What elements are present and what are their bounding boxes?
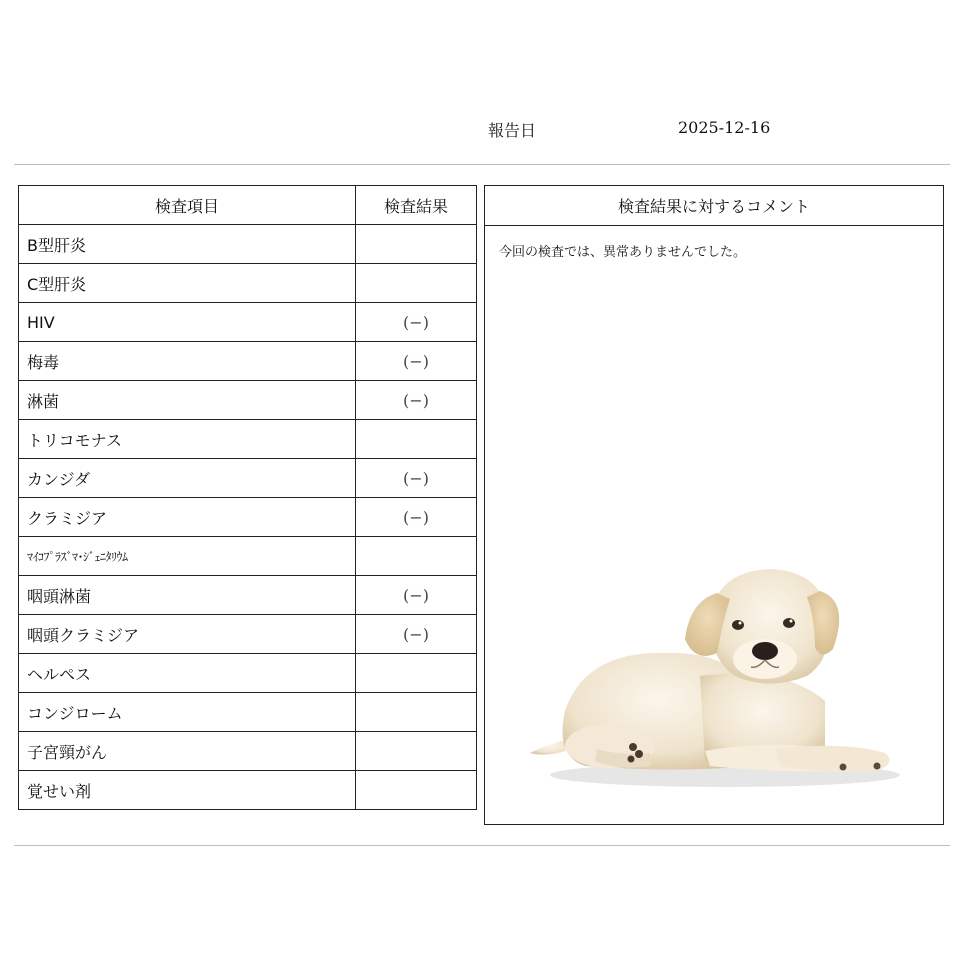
test-item: コンジローム <box>19 693 356 732</box>
table-header-row <box>19 186 477 225</box>
table-row <box>19 498 477 537</box>
table-row <box>19 771 477 810</box>
top-divider <box>14 164 950 165</box>
table-row <box>19 537 477 576</box>
results-table <box>18 185 477 810</box>
table-row <box>19 693 477 732</box>
test-item: カンジダ <box>19 459 356 498</box>
test-item: トリコモナス <box>19 420 356 459</box>
test-result <box>356 693 477 732</box>
table-row <box>19 615 477 654</box>
table-row <box>19 654 477 693</box>
test-item: 咽頭クラミジア <box>19 615 356 654</box>
item-header: 検査項目 <box>19 186 356 225</box>
table-row <box>19 342 477 381</box>
test-item: 淋菌 <box>19 381 356 420</box>
table-row <box>19 576 477 615</box>
report-date-value: 2025-12-16 <box>678 118 771 137</box>
test-result <box>356 771 477 810</box>
test-result: (−) <box>356 498 477 537</box>
test-result: (−) <box>356 381 477 420</box>
test-result: (−) <box>356 576 477 615</box>
test-item: 子宮頸がん <box>19 732 356 771</box>
test-result: (−) <box>356 342 477 381</box>
test-result <box>356 420 477 459</box>
test-result: (−) <box>356 303 477 342</box>
table-row <box>19 225 477 264</box>
test-item: B型肝炎 <box>19 225 356 264</box>
test-item: クラミジア <box>19 498 356 537</box>
test-result <box>356 264 477 303</box>
test-result <box>356 225 477 264</box>
table-row <box>19 459 477 498</box>
test-item: 梅毒 <box>19 342 356 381</box>
bottom-divider <box>14 845 950 846</box>
table-row <box>19 381 477 420</box>
test-result <box>356 537 477 576</box>
test-item: ヘルペス <box>19 654 356 693</box>
test-item: 咽頭淋菌 <box>19 576 356 615</box>
result-header: 検査結果 <box>356 186 477 225</box>
comment-panel <box>484 185 944 825</box>
test-item: HIV <box>19 303 356 342</box>
table-row <box>19 303 477 342</box>
test-item: ﾏｲｺﾌﾟﾗｽﾞﾏ･ｼﾞｪﾆﾀﾘｳﾑ <box>19 537 356 576</box>
test-result <box>356 654 477 693</box>
test-item: C型肝炎 <box>19 264 356 303</box>
test-result: (−) <box>356 615 477 654</box>
table-row <box>19 732 477 771</box>
comment-header: 検査結果に対するコメント <box>485 186 943 226</box>
test-result: (−) <box>356 459 477 498</box>
puppy-illustration <box>525 561 905 793</box>
table-row <box>19 264 477 303</box>
test-item: 覚せい剤 <box>19 771 356 810</box>
table-row <box>19 420 477 459</box>
comment-text: 今回の検査では、異常ありませんでした。 <box>499 245 747 260</box>
report-date-label: 報告日 <box>488 121 537 140</box>
test-result <box>356 732 477 771</box>
